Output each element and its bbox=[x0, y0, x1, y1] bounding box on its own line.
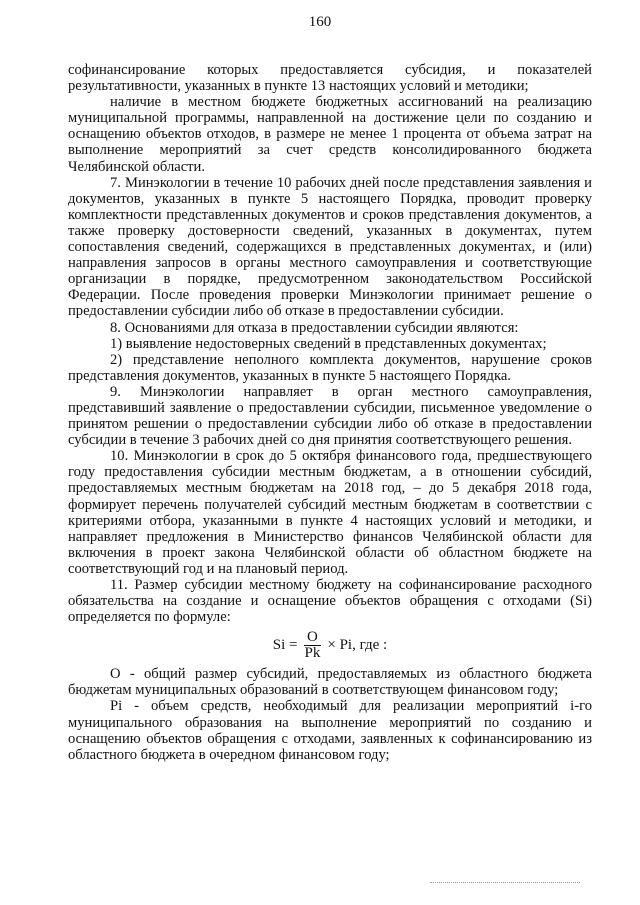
paragraph-item-8: 8. Основаниями для отказа в предоставлении субсидии являются: bbox=[110, 319, 519, 336]
definition-o: О - общий размер субсидий, предоставляемых из областного бюджета бюджетам муниципальных образований в соответствующем финансовом году; bbox=[68, 666, 592, 699]
paragraph-item-7: 7. Минэкологии в течение 10 рабочих дней после представления заявления и документов, указанных в пункте 5 настоящего Порядка, проводит проверку комплектности представленных документов и сроков представления документов, а также проверку достоверности сведений, указанных в документах, путем сопоставления сведений, содержащихся в представленных документах, и (или) направления запросов в органы местного самоуправления и соответствующие организации в порядке, предусмотренном законодательством Российской Федерации. После проведения проверки Минэкологии принимает решение о предоставлении субсидии либо об отказе в предоставлении субсидии. bbox=[68, 174, 592, 320]
formula-fraction bbox=[302, 630, 324, 661]
formula-numerator: O bbox=[304, 630, 321, 646]
paragraph: наличие в местном бюджете бюджетных ассигнований на реализацию муниципальной программы, направленной на достижение цели по созданию и оснащению объектов отходов, в размере не менее 1 процента от объема затрат на выполнение мероприятий за счет средств консолидированного бюджета Челябинской области. bbox=[68, 94, 592, 175]
formula-rhs: × Pi, где : bbox=[327, 637, 388, 654]
list-item: 2) представление неполного комплекта документов, нарушение сроков представления документов, указанных в пункте 5 настоящего Порядка. bbox=[68, 351, 592, 384]
list-item: 1) выявление недостоверных сведений в представленных документах; bbox=[110, 335, 547, 352]
paragraph-item-9: 9. Минэкологии направляет в орган местного самоуправления, представивший заявление о предоставлении субсидии, письменное уведомление о принятом решении о предоставлении субсидии либо об отказе в предоставлении субсидии в течение 3 рабочих дней со дня принятия соответствующего решения. bbox=[68, 383, 592, 449]
document-body bbox=[68, 62, 592, 763]
paragraph-item-10: 10. Минэкологии в срок до 5 октября финансового года, предшествующего году предоставления субсидии местным бюджетам, а в отношении субсидий, предоставляемых местным бюджетам на 2018 год, – до 5 декабря 2018 года, формирует перечень получателей субсидий местным бюджетам в соответствии с критериями отбора, указанными в пункте 4 настоящих условий и методики, и направляет предложения в Министерство финансов Челябинской области для включения в проект закона Челябинской области об областном бюджете на соответствующий год и на плановый период. bbox=[68, 448, 592, 577]
paragraph: софинансирование которых предоставляется субсидия, и показателей результативности, указанных в пункте 13 настоящих условий и методики; bbox=[68, 62, 592, 95]
page-number: 160 bbox=[308, 14, 332, 30]
subsidy-formula bbox=[68, 628, 592, 662]
formula-denominator: Pk bbox=[304, 644, 321, 661]
formula-lhs: Si = bbox=[272, 637, 298, 654]
scan-artifact bbox=[430, 882, 580, 885]
definition-pi: Pi - объем средств, необходимый для реализации мероприятий i-го муниципального образования на выполнение мероприятий по созданию и оснащению объектов обращения с отходами, заявленных к софинансированию из областного бюджета в очередном финансовом году; bbox=[68, 698, 592, 763]
paragraph-item-11: 11. Размер субсидии местному бюджету на софинансирование расходного обязательства на создание и оснащение объектов обращения с отходами (Si) определяется по формуле: bbox=[68, 577, 592, 626]
